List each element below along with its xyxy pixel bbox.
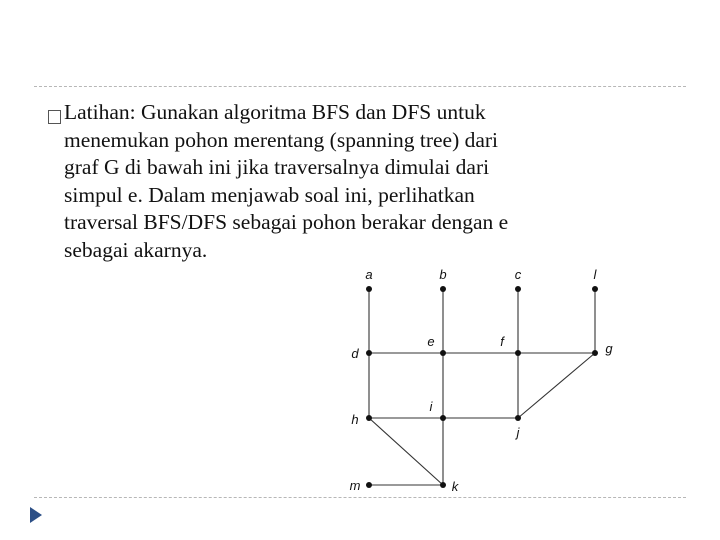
graph-labels <box>350 267 614 494</box>
paragraph-line: menemukan pohon merentang (spanning tree) dari <box>64 127 499 152</box>
node-h <box>366 415 372 421</box>
node-label-b: b <box>439 267 447 282</box>
node-label-g: g <box>605 341 613 356</box>
graph-nodes <box>366 286 598 488</box>
node-label-a: a <box>365 267 373 282</box>
node-label-h: h <box>351 412 359 427</box>
node-label-i: i <box>429 399 433 414</box>
node-label-e: e <box>427 334 435 349</box>
paragraph-line: sebagai akarnya. <box>64 237 208 262</box>
paragraph-line: graf G di bawah ini jika traversalnya dimulai dari <box>64 155 490 179</box>
exercise-paragraph <box>64 99 674 264</box>
node-e <box>440 350 446 356</box>
node-l <box>592 286 598 292</box>
node-label-c: c <box>514 267 522 282</box>
node-g <box>592 350 598 356</box>
node-m <box>366 482 372 488</box>
next-slide-arrow-icon[interactable] <box>30 507 42 523</box>
node-f <box>515 350 521 356</box>
bullet-icon <box>48 110 61 124</box>
edge-g-j <box>518 353 595 418</box>
node-c <box>515 286 521 292</box>
graph-g <box>330 262 630 498</box>
edge-h-k <box>369 418 443 485</box>
node-i <box>440 415 446 421</box>
paragraph-line: simpul e. Dalam menjawab soal ini, perlihatkan <box>64 182 475 207</box>
top-divider <box>34 86 686 87</box>
node-label-k: k <box>451 479 459 494</box>
node-label-d: d <box>351 346 359 361</box>
paragraph-line: Latihan: Gunakan algoritma BFS dan DFS untuk <box>64 100 486 124</box>
paragraph-line: traversal BFS/DFS sebagai pohon berakar dengan e <box>64 210 509 234</box>
node-j <box>515 415 521 421</box>
node-label-f: f <box>500 334 504 349</box>
node-d <box>366 350 372 356</box>
graph-edges <box>369 289 595 485</box>
node-a <box>366 286 372 292</box>
node-label-l: l <box>593 267 597 282</box>
bottom-divider <box>34 497 686 498</box>
node-k <box>440 482 446 488</box>
node-label-j: j <box>516 425 520 440</box>
node-b <box>440 286 446 292</box>
node-label-m: m <box>349 478 361 493</box>
